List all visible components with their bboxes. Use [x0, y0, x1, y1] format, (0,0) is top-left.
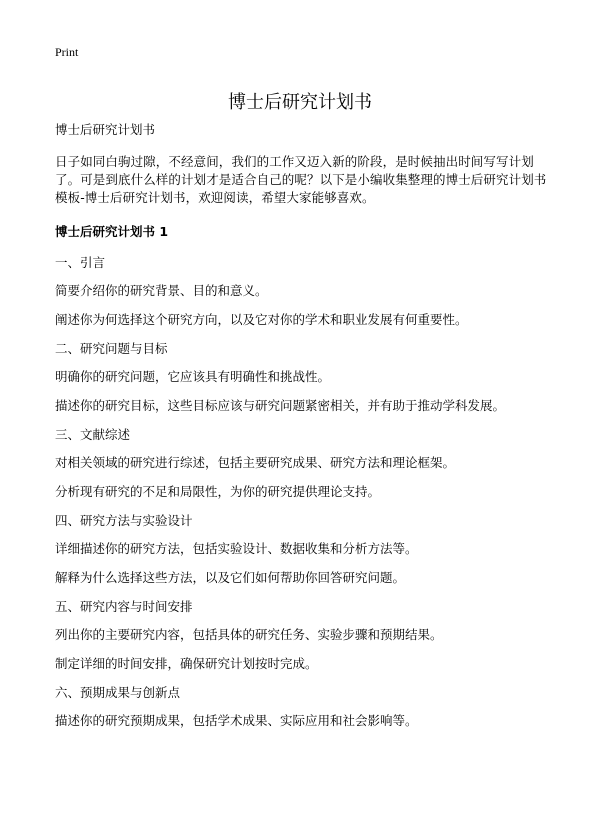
- section-heading-literature: 三、文献综述: [55, 427, 131, 442]
- paragraph: 分析现有研究的不足和局限性，为你的研究提供理论支持。: [55, 484, 381, 499]
- paragraph: 明确你的研究问题，它应该具有明确性和挑战性。: [55, 369, 331, 384]
- paragraph: 描述你的研究目标，这些目标应该与研究问题紧密相关，并有助于推动学科发展。: [55, 398, 506, 413]
- paragraph: 解释为什么选择这些方法，以及它们如何帮助你回答研究问题。: [55, 570, 406, 585]
- paragraph: 对相关领域的研究进行综述，包括主要研究成果、研究方法和理论框架。: [55, 455, 456, 470]
- section-heading-introduction: 一、引言: [55, 255, 106, 270]
- document-body: [55, 121, 555, 741]
- section-heading-content: 五、研究内容与时间安排: [55, 599, 193, 614]
- paragraph: 列出你的主要研究内容，包括具体的研究任务、实验步骤和预期结果。: [55, 627, 443, 642]
- section-heading-outcomes: 六、预期成果与创新点: [55, 685, 181, 700]
- paragraph: 制定详细的时间安排，确保研究计划按时完成。: [55, 656, 318, 671]
- paragraph: 描述你的研究预期成果，包括学术成果、实际应用和社会影响等。: [55, 713, 418, 728]
- section-title: 博士后研究计划书 1: [55, 224, 169, 239]
- paragraph: 阐述你为何选择这个研究方向，以及它对你的学术和职业发展有何重要性。: [55, 312, 468, 327]
- document-subtitle: 博士后研究计划书: [55, 122, 156, 137]
- paragraph: 详细描述你的研究方法，包括实验设计、数据收集和分析方法等。: [55, 541, 418, 556]
- document-title: 博士后研究计划书: [228, 92, 372, 114]
- print-link[interactable]: Print: [55, 45, 79, 59]
- section-heading-questions: 二、研究问题与目标: [55, 341, 168, 356]
- paragraph: 简要介绍你的研究背景、目的和意义。: [55, 283, 268, 298]
- intro-paragraph: 日子如同白驹过隙，不经意间，我们的工作又迈入新的阶段，是时候抽出时间写写计划了。可是到底什么样的计划才是适合自己的呢？以下是小编收集整理的博士后研究计划书模板-博士后研究计划书，欢迎阅读，希望大家能够喜欢。: [55, 154, 547, 205]
- section-heading-methods: 四、研究方法与实验设计: [55, 513, 193, 528]
